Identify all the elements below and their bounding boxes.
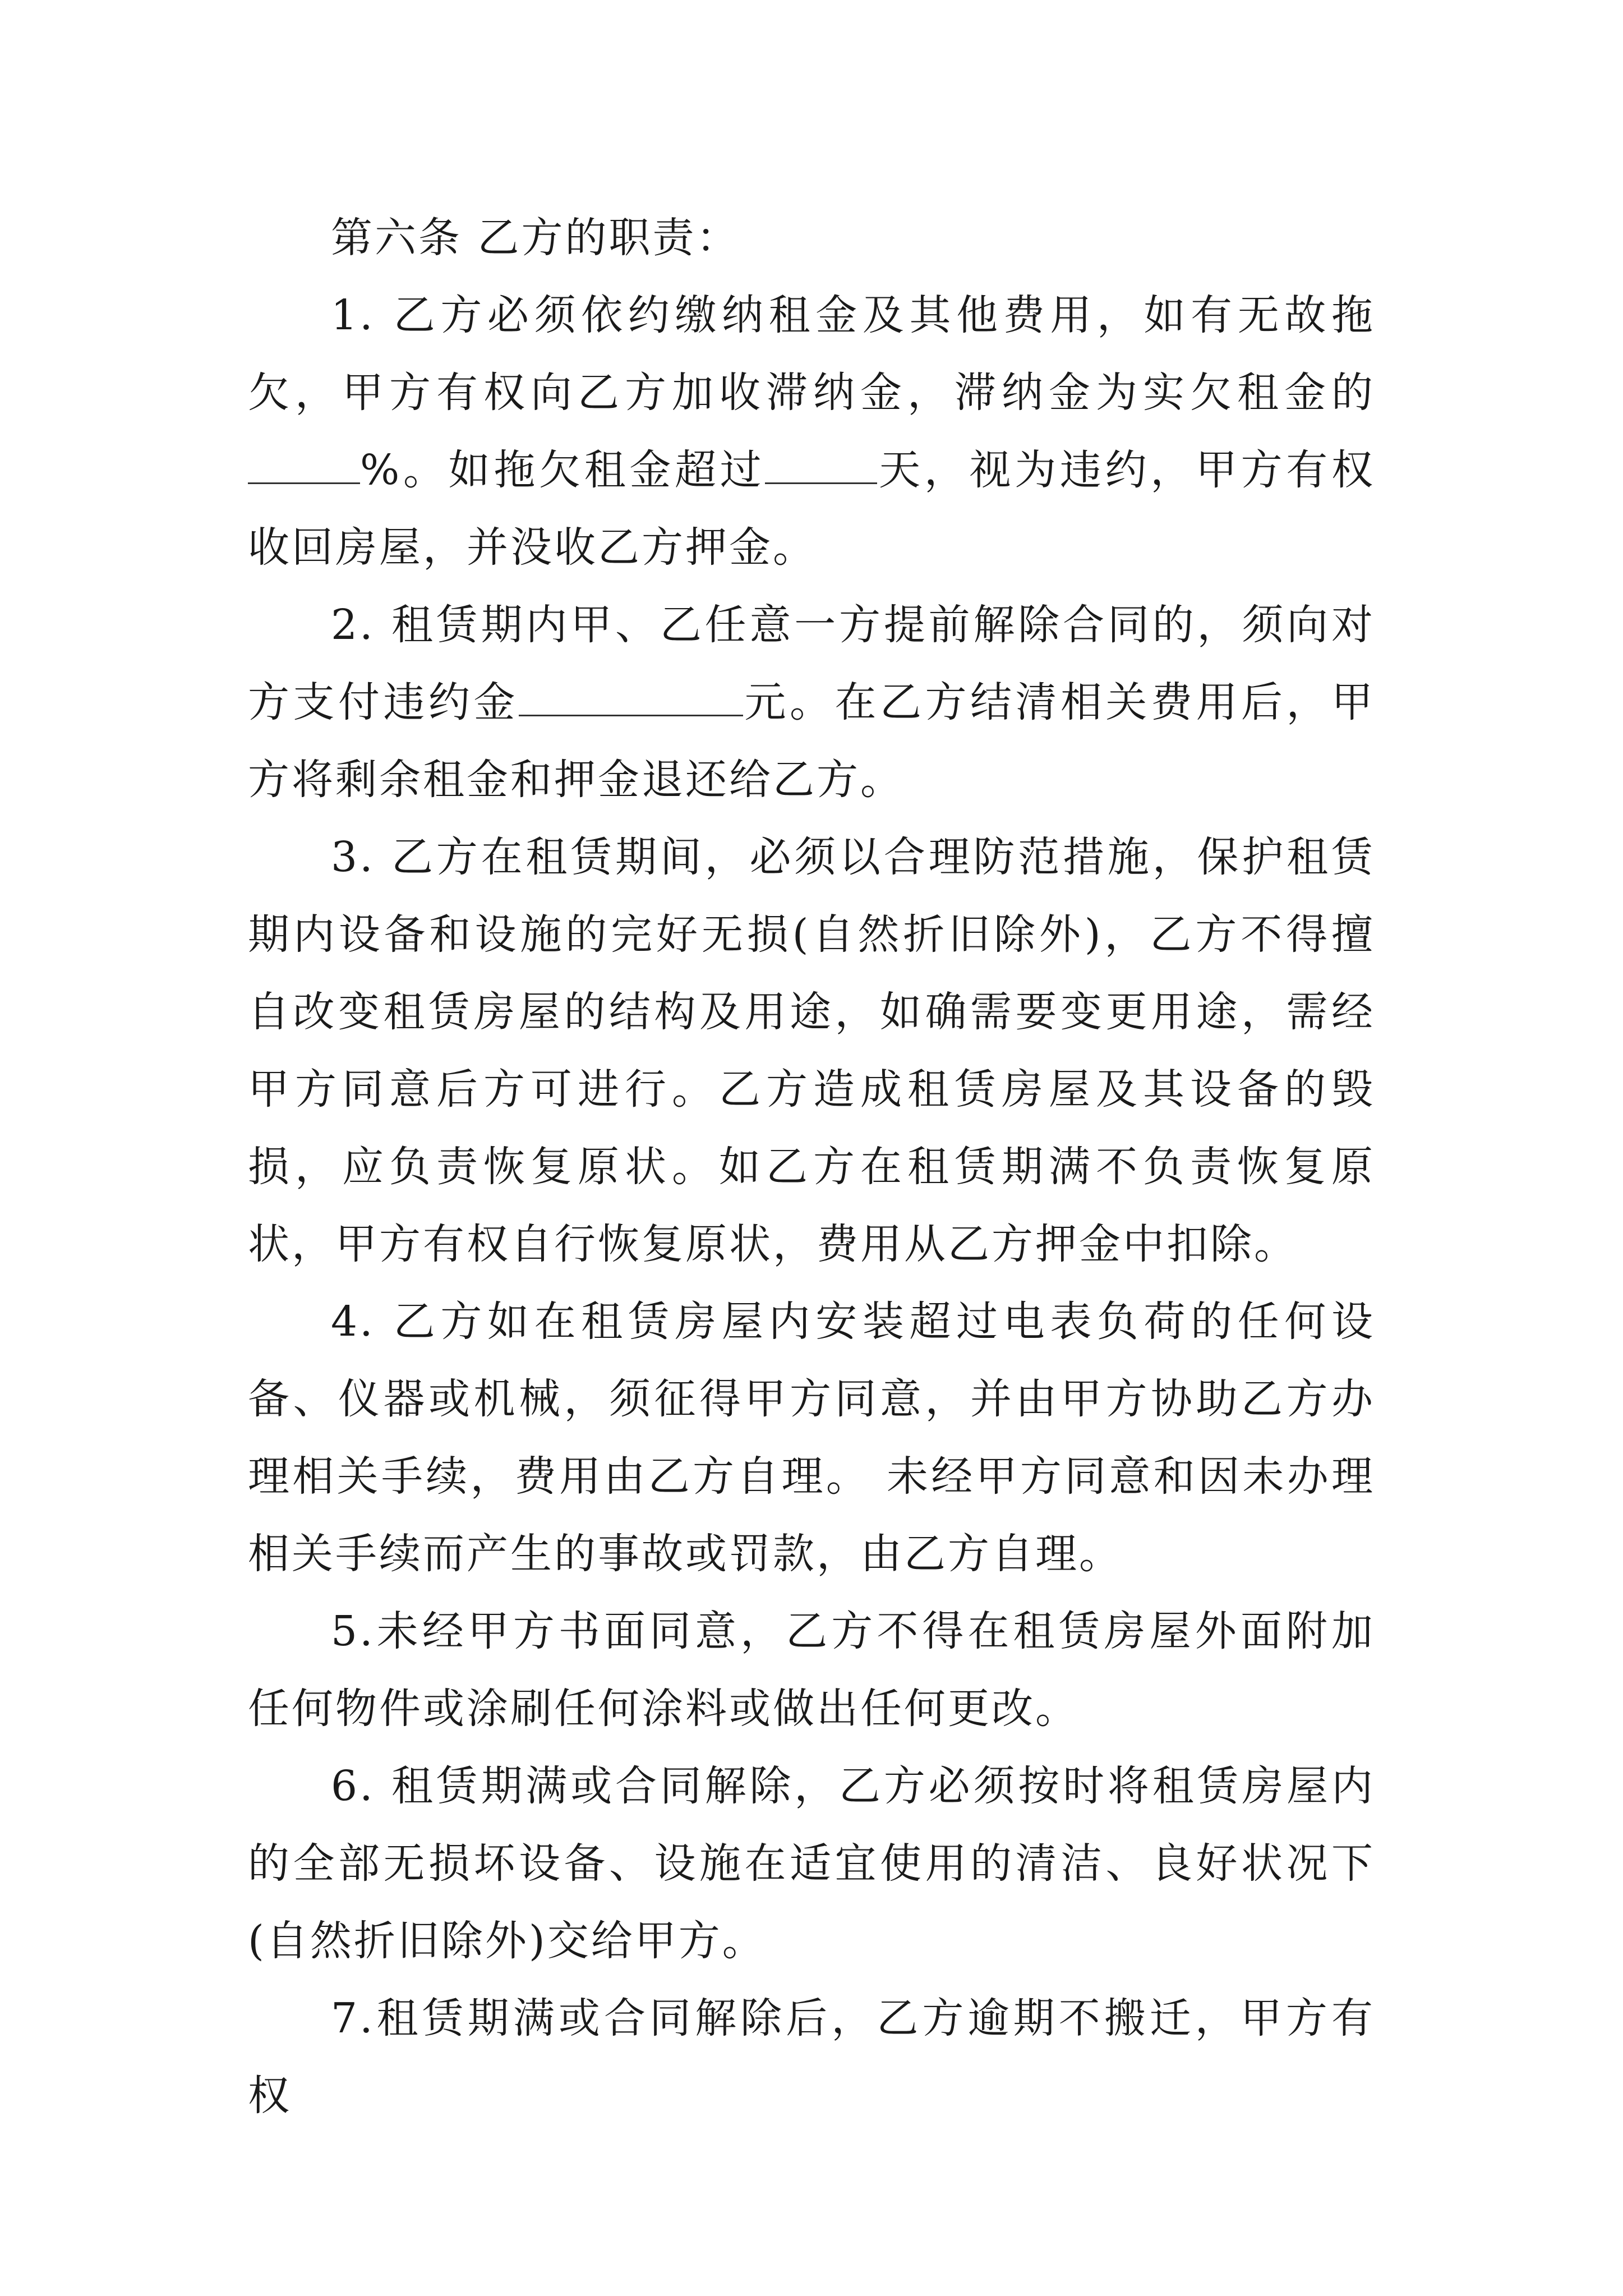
penalty-amount-blank (519, 681, 743, 716)
clause-1-text-b: %。如拖欠租金超过 (360, 446, 766, 494)
clause-2-text-a: 2. 租赁期内甲、乙任意一方提前解除合同的，须向对方支付违约金 (248, 601, 1375, 726)
clause-7: 7.租赁期满或合同解除后，乙方逾期不搬迁，甲方有权 (248, 1994, 1375, 2120)
clause-6: 6. 租赁期满或合同解除，乙方必须按时将租赁房屋内的全部无损坏设备、设施在适宜使用的清洁、良好状况下(自然折旧除外)交给甲方。 (248, 1762, 1375, 1965)
clause-2 (248, 586, 1375, 818)
article-heading: 第六条 乙方的职责： (331, 214, 740, 262)
clause-1-text-c: 天，视为违约，甲方有权收回房屋，并没收乙方押金。 (248, 446, 1375, 572)
article-body (248, 199, 1375, 2134)
clause-2-text-b: 元。在乙方结清相关费用后，甲方将剩余租金和押金退还给乙方。 (248, 678, 1375, 804)
clause-4: 4. 乙方如在租赁房屋内安装超过电表负荷的任何设备、仪器或机械，须征得甲方同意，并由甲方协助乙方办理相关手续，费用由乙方自理。 未经甲方同意和因未办理相关手续而产生的事故或罚款，由乙方自理。 (248, 1297, 1375, 1578)
overdue-days-blank (765, 449, 877, 484)
late-fee-percent-blank (248, 449, 360, 484)
clause-1 (248, 277, 1375, 586)
clause-5: 5.未经甲方书面同意，乙方不得在租赁房屋外面附加任何物件或涂刷任何涂料或做出任何更改。 (248, 1607, 1375, 1733)
clause-1-text-a: 1. 乙方必须依约缴纳租金及其他费用，如有无故拖欠，甲方有权向乙方加收滞纳金，滞纳金为实欠租金的 (248, 291, 1375, 417)
clause-3: 3. 乙方在租赁期间，必须以合理防范措施，保护租赁期内设备和设施的完好无损(自然折旧除外)，乙方不得擅自改变租赁房屋的结构及用途，如确需要变更用途，需经甲方同意后方可进行。乙方造成租赁房屋及其设备的毁损，应负责恢复原状。如乙方在租赁期满不负责恢复原状，甲方有权自行恢复原状，费用从乙方押金中扣除。 (248, 833, 1375, 1268)
